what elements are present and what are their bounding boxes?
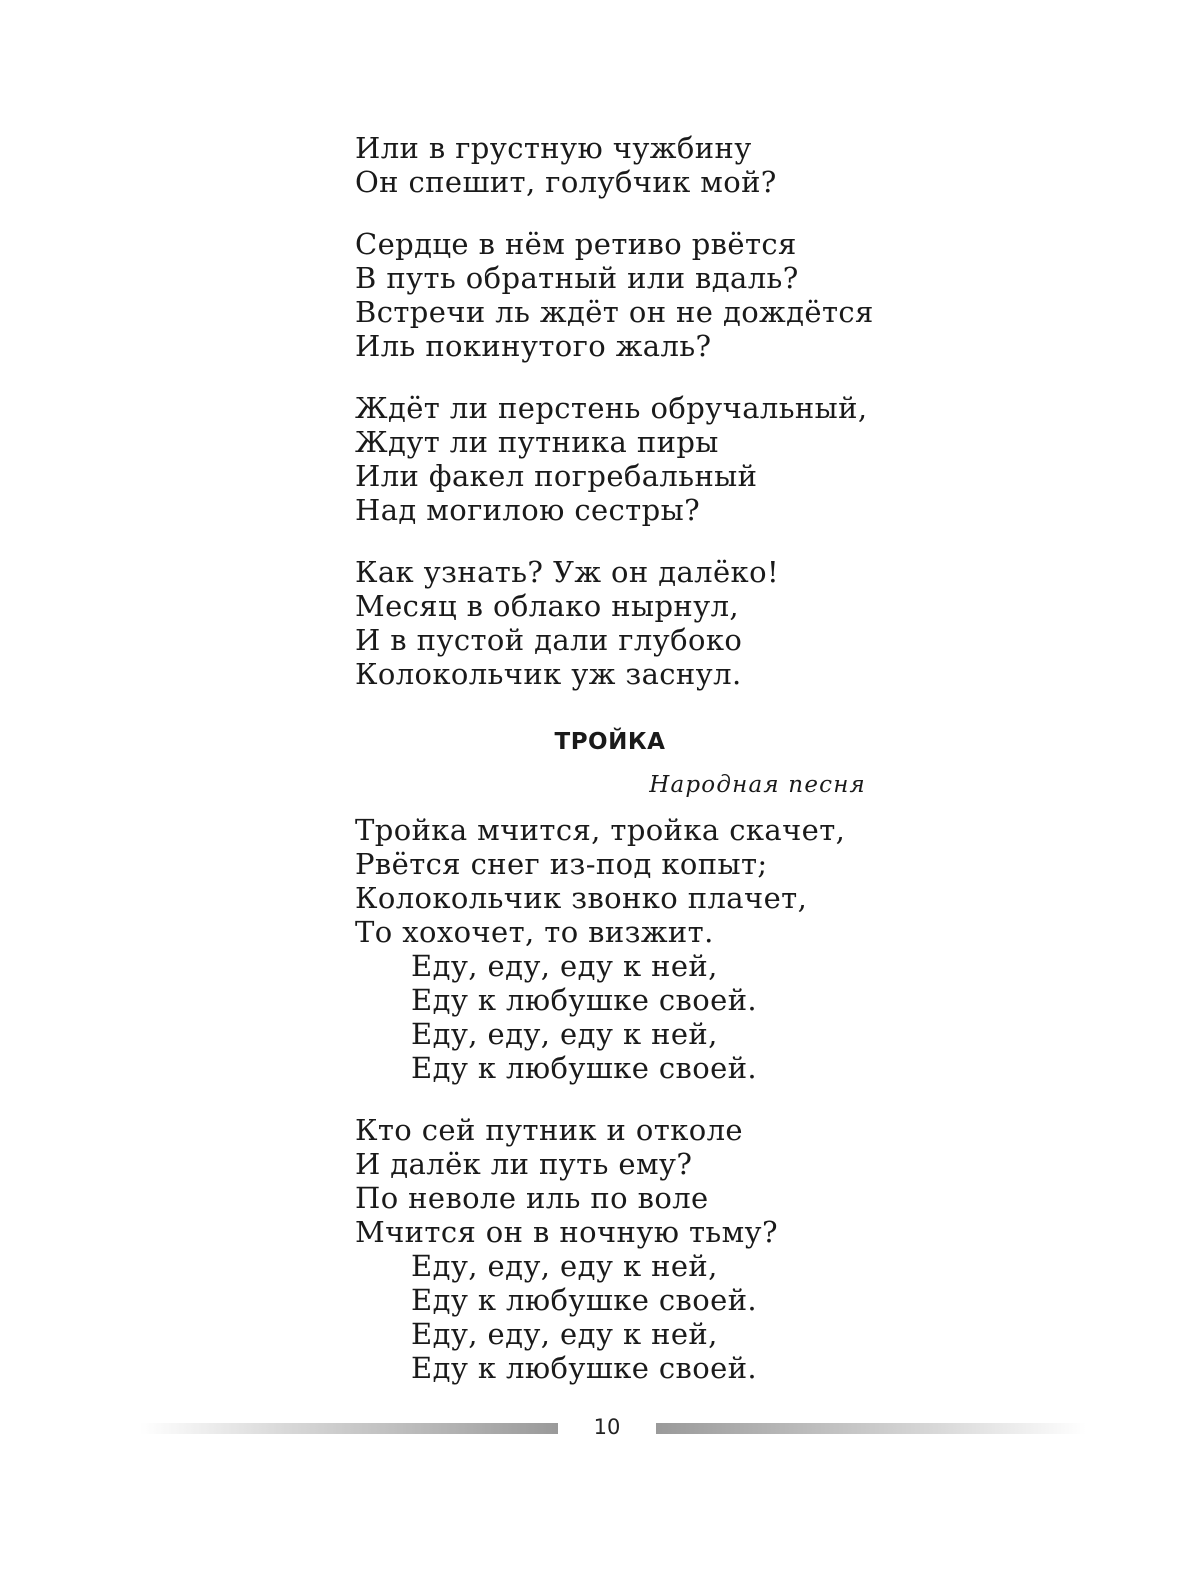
- poem-line: Ждёт ли перстень обручальный,: [355, 391, 868, 425]
- poem-line: Мчится он в ночную тьму?: [355, 1215, 778, 1249]
- refrain-line: Еду к любушке своей.: [411, 983, 758, 1017]
- poem-line: В путь обратный или вдаль?: [355, 261, 799, 295]
- poem-continuation: [355, 131, 915, 719]
- page-footer: [0, 1410, 1200, 1450]
- poem-line: Иль покинутого жаль?: [355, 329, 712, 363]
- refrain-line: Еду, еду, еду к ней,: [411, 949, 718, 983]
- refrain-line: Еду к любушке своей.: [411, 1051, 758, 1085]
- poem-line: Колокольчик звонко плачет,: [355, 881, 808, 915]
- poem-line: Тройка мчится, тройка скачет,: [355, 813, 846, 847]
- refrain-line: Еду, еду, еду к ней,: [411, 1317, 718, 1351]
- song-subtitle: Народная песня: [649, 772, 866, 798]
- refrain-line: Еду, еду, еду к ней,: [411, 1017, 718, 1051]
- song-title: ТРОЙКА: [554, 729, 666, 755]
- footer-rule-left: [140, 1423, 558, 1434]
- poem-line: Ждут ли путника пиры: [355, 425, 719, 459]
- stanza: [355, 227, 915, 363]
- poem-line: Над могилою сестры?: [355, 493, 701, 527]
- poem-line: Встречи ль ждёт он не дождётся: [355, 295, 874, 329]
- footer-rule-right: [656, 1423, 1086, 1434]
- poem-line: Или в грустную чужбину: [355, 131, 752, 165]
- stanza: [355, 131, 915, 199]
- stanza: [355, 555, 915, 691]
- stanza: [355, 391, 915, 527]
- poem-line: И в пустой дали глубоко: [355, 623, 743, 657]
- poem-line: И далёк ли путь ему?: [355, 1147, 693, 1181]
- poem-line: Он спешит, голубчик мой?: [355, 165, 777, 199]
- refrain-line: Еду, еду, еду к ней,: [411, 1249, 718, 1283]
- poem-line: Рвётся снег из-под копыт;: [355, 847, 768, 881]
- poem-line: Кто сей путник и отколе: [355, 1113, 743, 1147]
- poem-line: То хохочет, то визжит.: [355, 915, 714, 949]
- song-text: [355, 813, 915, 1413]
- stanza: [355, 1113, 915, 1385]
- refrain-line: Еду к любушке своей.: [411, 1351, 758, 1385]
- page-number: 10: [593, 1415, 621, 1439]
- poem-line: Месяц в облако нырнул,: [355, 589, 740, 623]
- poem-line: Сердце в нём ретиво рвётся: [355, 227, 797, 261]
- stanza: [355, 813, 915, 1085]
- poem-line: Или факел погребальный: [355, 459, 758, 493]
- refrain-line: Еду к любушке своей.: [411, 1283, 758, 1317]
- poem-line: Колокольчик уж заснул.: [355, 657, 742, 691]
- poem-line: Как узнать? Уж он далёко!: [355, 555, 780, 589]
- poem-line: По неволе иль по воле: [355, 1181, 709, 1215]
